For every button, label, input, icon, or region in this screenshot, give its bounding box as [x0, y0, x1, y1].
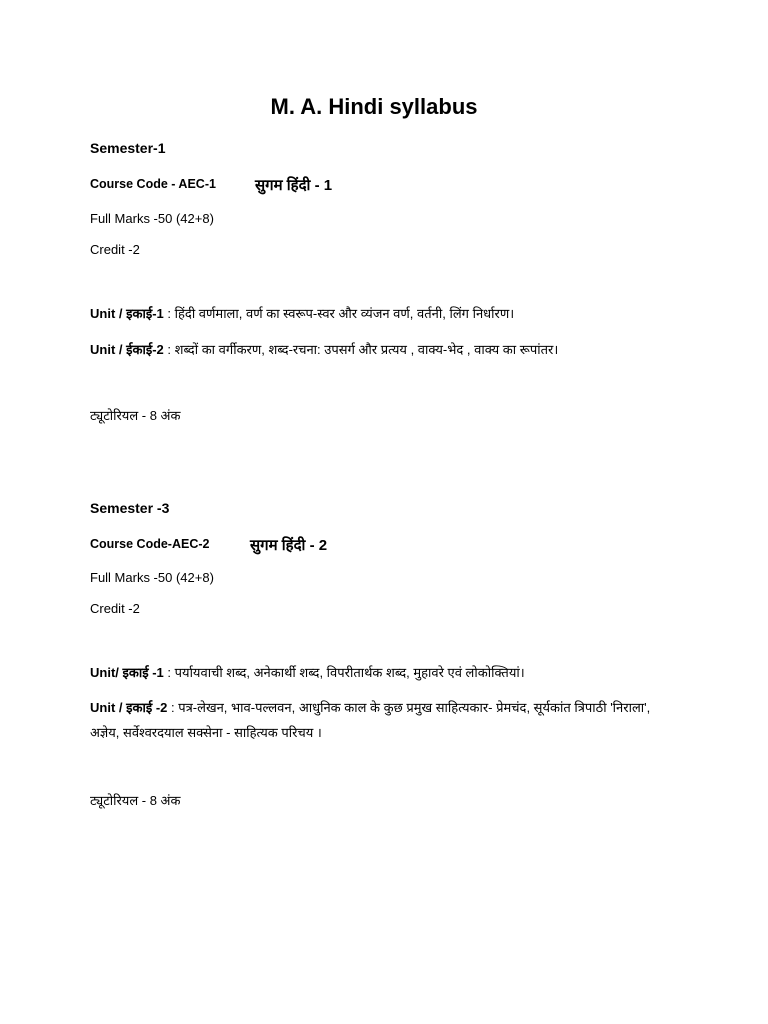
unit-separator: :: [163, 306, 175, 321]
unit-separator: :: [163, 342, 175, 357]
unit-label: Unit / इकाई -2: [90, 700, 168, 715]
semester-1-course-code: Course Code - AEC-1: [90, 177, 216, 191]
page-title: M. A. Hindi syllabus: [270, 94, 478, 119]
semester-1-unit-1: [90, 304, 514, 322]
unit-separator: :: [163, 665, 175, 680]
semester-3-tutorial: ट्यूटोरियल - 8 अंक: [90, 793, 181, 808]
semester-3-course-name: सुगम हिंदी - 2: [250, 537, 328, 554]
semester-3-full-marks: Full Marks -50 (42+8): [90, 570, 214, 585]
semester-3-unit-2: [90, 695, 680, 745]
unit-description: पर्यायवाची शब्द, अनेकार्थी शब्द, विपरीतार्थक शब्द, मुहावरे एवं लोकोक्तियां।: [174, 665, 525, 680]
semester-3-heading: Semester -3: [90, 500, 170, 516]
unit-separator: :: [167, 700, 179, 715]
unit-label: Unit / ईकाई-2: [90, 342, 164, 357]
unit-description: शब्दों का वर्गीकरण, शब्द-रचना: उपसर्ग और प्रत्यय , वाक्य-भेद , वाक्य का रूपांतर।: [174, 342, 559, 357]
semester-1-heading: Semester-1: [90, 140, 166, 156]
semester-1-unit-2: [90, 340, 558, 358]
unit-label: Unit / इकाई-1: [90, 306, 164, 321]
unit-description: पत्र-लेखन, भाव-पल्लवन, आधुनिक काल के कुछ प्रमुख साहित्यकार- प्रेमचंद, सूर्यकांत त्रिपाठी 'निराला', अज्ञेय, सर्वेश्वरदयाल सक्सेना - साहित्यक परिचय ।: [90, 700, 651, 740]
semester-3-unit-1: [90, 663, 525, 681]
semester-1-course-name: सुगम हिंदी - 1: [255, 177, 333, 194]
semester-3-credit: Credit -2: [90, 601, 140, 616]
semester-3-course-code: Course Code-AEC-2: [90, 537, 210, 551]
unit-description: हिंदी वर्णमाला, वर्ण का स्वरूप-स्वर और व्यंजन वर्ण, वर्तनी, लिंग निर्धारण।: [174, 306, 515, 321]
semester-1-full-marks: Full Marks -50 (42+8): [90, 211, 214, 226]
semester-1-tutorial: ट्यूटोरियल - 8 अंक: [90, 408, 181, 423]
semester-1-credit: Credit -2: [90, 242, 140, 257]
unit-label: Unit/ इकाई -1: [90, 665, 164, 680]
